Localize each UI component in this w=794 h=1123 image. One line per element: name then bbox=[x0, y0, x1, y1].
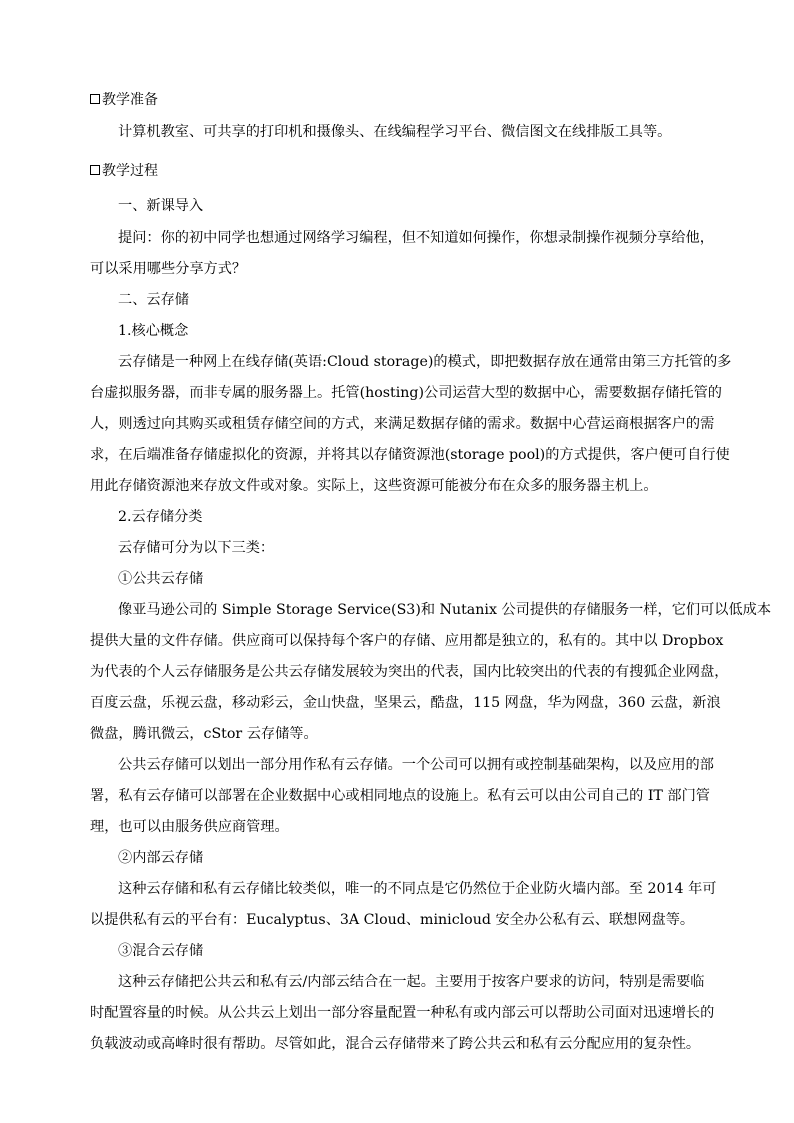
prep-text: 计算机教室、可共享的打印机和摄像头、在线编程学习平台、微信图文在线排版工具等。 bbox=[118, 124, 672, 140]
paragraph-line: ②内部云存储 bbox=[118, 850, 204, 866]
paragraph-line: 云存储是一种网上在线存储(英语:Cloud storage)的模式，即把数据存放在通常由第三方托管的多 bbox=[118, 354, 732, 370]
paragraph-line: 署，私有云存储可以部署在企业数据中心或相同地点的设施上。私有云可以由公司自己的 IT 部门管 bbox=[90, 788, 710, 804]
checkbox-square-icon bbox=[90, 94, 100, 104]
paragraph-line: ①公共云存储 bbox=[118, 571, 204, 587]
paragraph-line: 时配置容量的时候。从公共云上划出一部分容量配置一种私有或内部云可以帮助公司面对迅速增长的 bbox=[90, 1005, 715, 1021]
paragraph-line: 公共云存储可以划出一部分用作私有云存储。一个公司可以拥有或控制基础架构，以及应用的部 bbox=[118, 757, 714, 773]
paragraph-line: 理，也可以由服务供应商管理。 bbox=[90, 819, 289, 835]
paragraph-line: 云存储可分为以下三类： bbox=[118, 540, 275, 556]
paragraph-line: 以提供私有云的平台有：Eucalyptus、3A Cloud、minicloud 安全办公私有云、联想网盘等。 bbox=[90, 912, 695, 928]
section-title: 教学过程 bbox=[102, 163, 158, 179]
paragraph-line: 像亚马逊公司的 Simple Storage Service(S3)和 Nutanix 公司提供的存储服务一样，它们可以低成本 bbox=[118, 602, 772, 618]
paragraph-line: 提问：你的初中同学也想通过网络学习编程，但不知道如何操作，你想录制操作视频分享给他， bbox=[118, 230, 714, 246]
paragraph-line: 负载波动或高峰时很有帮助。尽管如此，混合云存储带来了跨公共云和私有云分配应用的复杂性。 bbox=[90, 1036, 701, 1052]
paragraph-line: 人，则透过向其购买或租赁存储空间的方式，来满足数据存储的需求。数据中心营运商根据客户的需 bbox=[90, 416, 715, 432]
section-heading-prep bbox=[90, 90, 710, 110]
paragraph-line: 二、云存储 bbox=[118, 292, 189, 308]
paragraph-line: 一、新课导入 bbox=[118, 198, 204, 214]
checkbox-square-icon bbox=[90, 165, 100, 175]
section-heading-process bbox=[90, 161, 710, 181]
paragraph-line: 用此存储资源池来存放文件或对象。实际上，这些资源可能被分布在众多的服务器主机上。 bbox=[90, 478, 658, 494]
paragraph-line: ③混合云存储 bbox=[118, 943, 204, 959]
paragraph-line: 微盘，腾讯微云，cStor 云存储等。 bbox=[90, 726, 318, 742]
paragraph-line: 为代表的个人云存储服务是公共云存储发展较为突出的代表，国内比较突出的代表的有搜狐企业网盘， bbox=[90, 664, 729, 680]
paragraph-line: 1.核心概念 bbox=[118, 323, 189, 339]
paragraph-line: 百度云盘，乐视云盘，移动彩云，金山快盘，坚果云，酷盘，115 网盘，华为网盘，360 云盘，新浪 bbox=[90, 695, 721, 711]
paragraph-line: 这种云存储把公共云和私有云/内部云结合在一起。主要用于按客户要求的访问，特别是需要临 bbox=[118, 974, 705, 990]
paragraph-line: 这种云存储和私有云存储比较类似，唯一的不同点是它仍然位于企业防火墙内部。至 2014 年可 bbox=[118, 881, 717, 897]
paragraph-line: 台虚拟服务器，而非专属的服务器上。托管(hosting)公司运营大型的数据中心，需要数据存储托管的 bbox=[90, 385, 722, 401]
paragraph-line: 2.云存储分类 bbox=[118, 509, 203, 525]
paragraph-line: 可以采用哪些分享方式？ bbox=[90, 261, 247, 277]
paragraph-line: 求，在后端准备存储虚拟化的资源，并将其以存储资源池(storage pool)的方式提供，客户便可自行使 bbox=[90, 447, 730, 463]
paragraph-line: 提供大量的文件存储。供应商可以保持每个客户的存储、应用都是独立的，私有的。其中以 Dropbox bbox=[90, 633, 724, 649]
section-title: 教学准备 bbox=[102, 92, 158, 108]
